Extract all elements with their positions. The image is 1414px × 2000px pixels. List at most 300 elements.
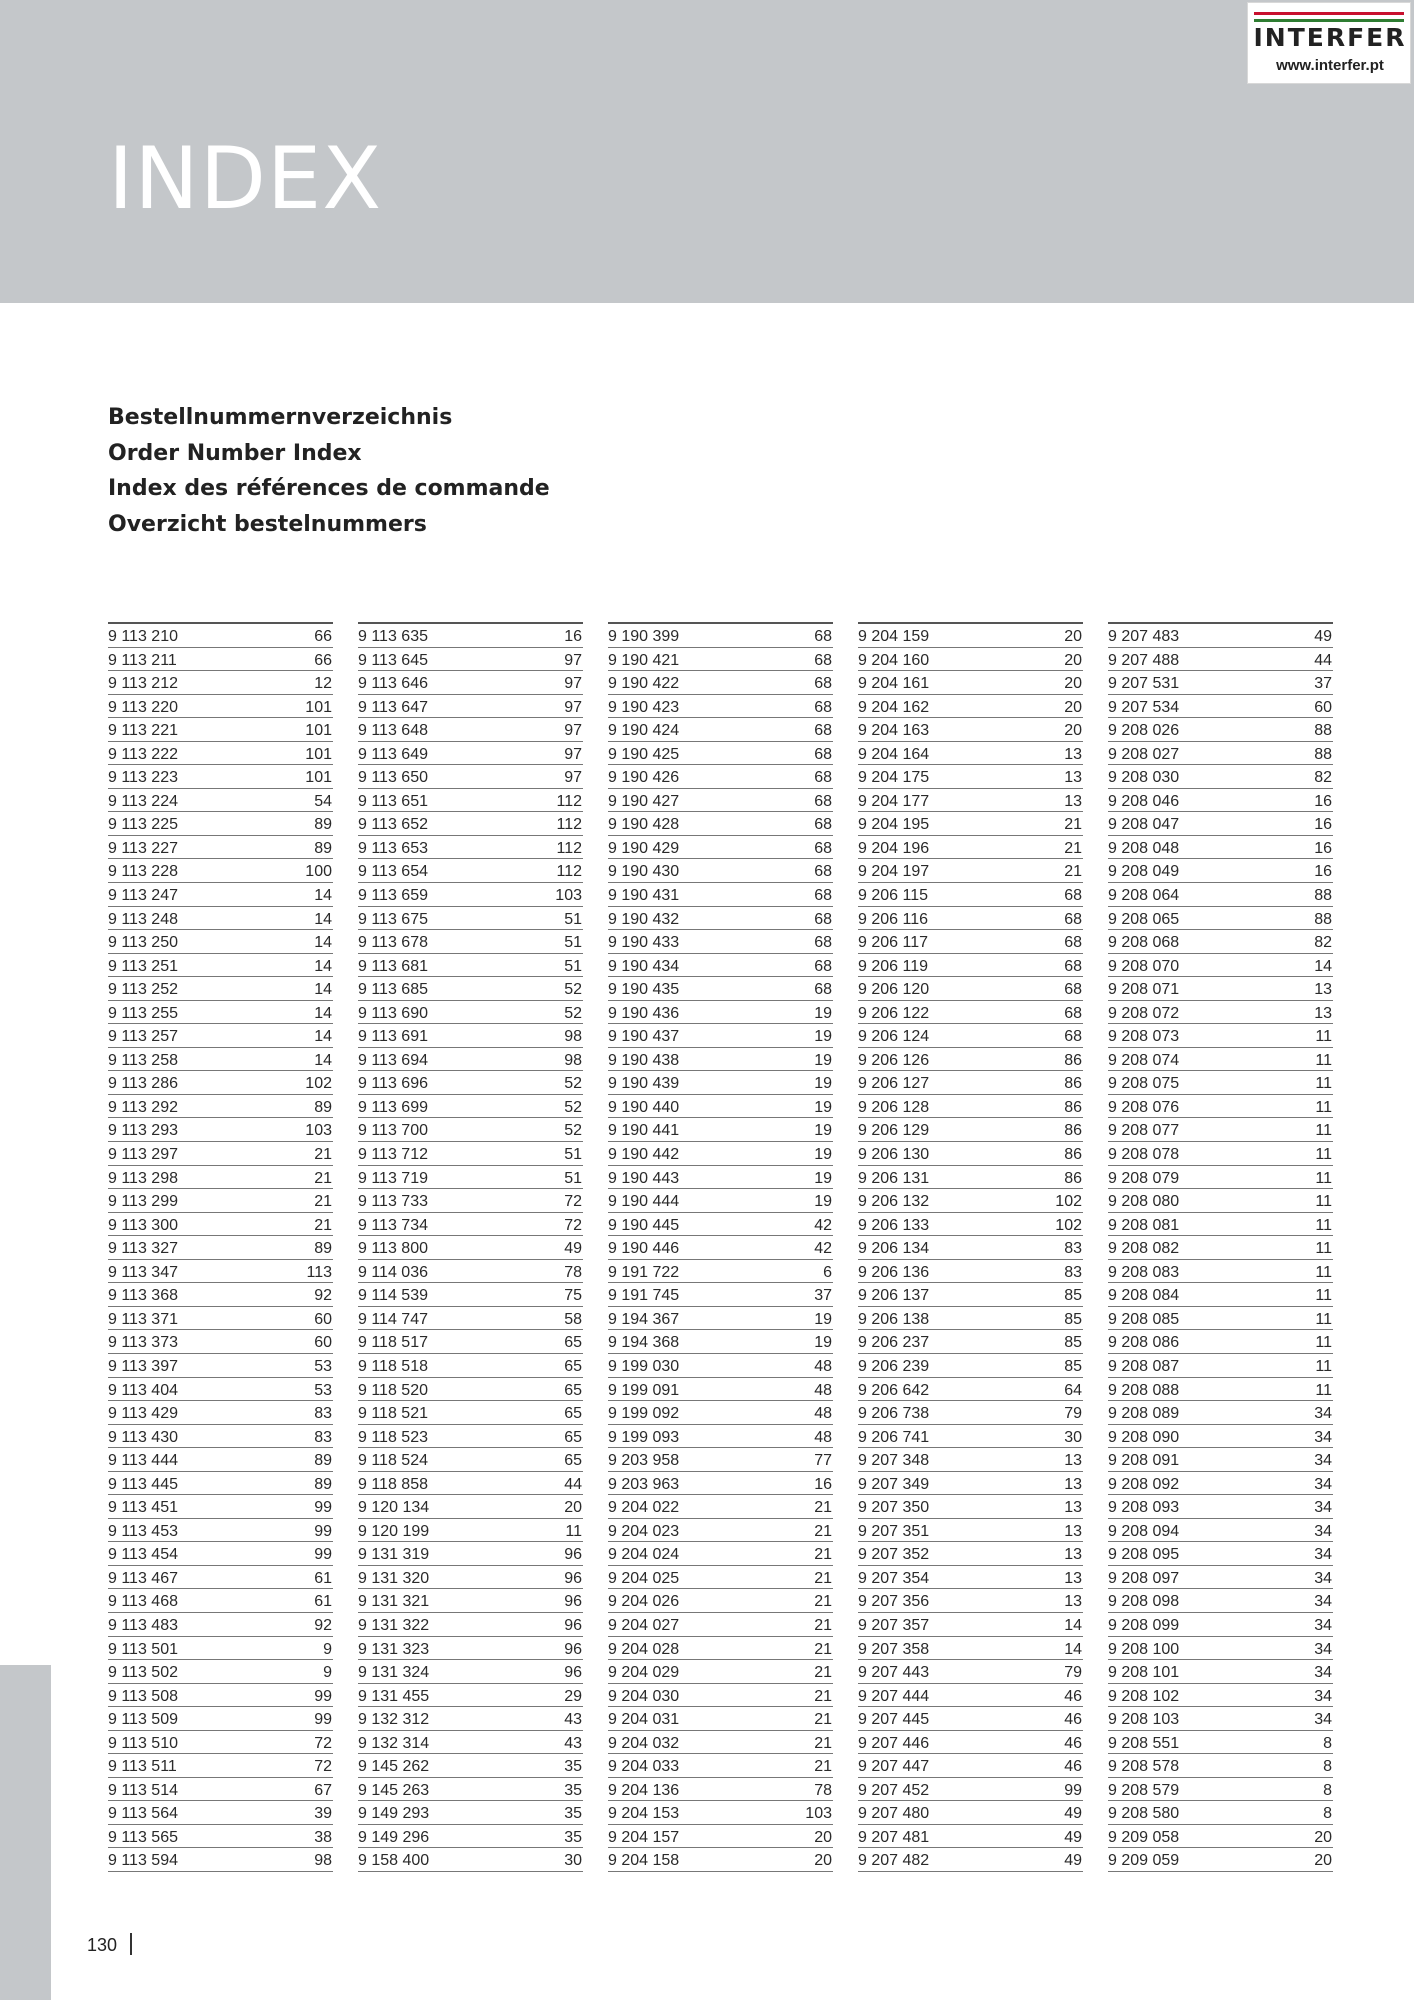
table-row — [358, 1754, 583, 1778]
order-number: 9 208 027 — [1108, 745, 1180, 763]
table-row — [1108, 1260, 1333, 1284]
order-number: 9 113 371 — [108, 1310, 178, 1328]
page-reference: 52 — [564, 1098, 582, 1116]
table-row — [1108, 1189, 1333, 1213]
table-row — [1108, 742, 1333, 766]
page-reference: 13 — [1064, 1569, 1082, 1587]
order-number: 9 204 158 — [608, 1852, 680, 1870]
table-row — [108, 1354, 333, 1378]
page-reference: 21 — [1064, 816, 1082, 834]
order-number: 9 113 223 — [108, 769, 178, 787]
order-number: 9 206 132 — [858, 1193, 930, 1211]
page-reference: 82 — [1314, 934, 1332, 952]
table-row — [858, 1425, 1083, 1449]
order-number: 9 131 455 — [358, 1687, 430, 1705]
table-row — [108, 1448, 333, 1472]
order-number: 9 206 130 — [858, 1146, 930, 1164]
order-number: 9 208 099 — [1108, 1616, 1180, 1634]
table-row — [358, 1166, 583, 1190]
page-reference: 14 — [314, 957, 332, 975]
page-reference: 43 — [564, 1734, 582, 1752]
page-reference: 83 — [314, 1428, 332, 1446]
order-number: 9 113 299 — [108, 1193, 178, 1211]
subtitle-de: Bestellnummernverzeichnis — [108, 405, 453, 430]
order-number: 9 131 323 — [358, 1640, 430, 1658]
page-reference: 98 — [314, 1852, 332, 1870]
order-number: 9 113 509 — [108, 1711, 178, 1729]
table-row — [358, 1425, 583, 1449]
page-reference: 68 — [1064, 887, 1082, 905]
page-reference: 34 — [1314, 1616, 1332, 1634]
table-row — [1108, 1637, 1333, 1661]
page-reference: 88 — [1314, 722, 1332, 740]
page-reference: 19 — [814, 1028, 832, 1046]
table-row — [858, 859, 1083, 883]
order-number: 9 207 445 — [858, 1711, 930, 1729]
page-reference: 51 — [564, 910, 582, 928]
order-number: 9 204 160 — [858, 651, 930, 669]
table-row — [358, 954, 583, 978]
table-row — [858, 1048, 1083, 1072]
page-reference: 66 — [314, 628, 332, 645]
table-row — [358, 1118, 583, 1142]
order-number: 9 206 137 — [858, 1287, 930, 1305]
order-number: 9 191 745 — [608, 1287, 680, 1305]
table-row — [358, 859, 583, 883]
page-reference: 100 — [305, 863, 332, 881]
page-reference: 11 — [1315, 1075, 1332, 1093]
order-number: 9 204 153 — [608, 1805, 680, 1823]
page-reference: 13 — [1064, 1475, 1082, 1493]
order-number: 9 113 228 — [108, 863, 178, 881]
page-reference: 21 — [814, 1569, 832, 1587]
page-title: INDEX — [108, 129, 383, 229]
order-number: 9 190 436 — [608, 1004, 680, 1022]
order-number: 9 113 678 — [358, 934, 428, 952]
table-row — [1108, 812, 1333, 836]
order-number: 9 158 400 — [358, 1852, 430, 1870]
page-reference: 89 — [314, 1452, 332, 1470]
order-number: 9 204 022 — [608, 1499, 680, 1517]
page-reference: 51 — [564, 1146, 582, 1164]
order-number: 9 207 481 — [858, 1828, 930, 1846]
table-row — [608, 1448, 833, 1472]
page-reference: 16 — [1314, 839, 1332, 857]
order-number: 9 113 699 — [358, 1098, 428, 1116]
order-number: 9 207 444 — [858, 1687, 930, 1705]
order-number: 9 204 027 — [608, 1616, 680, 1634]
table-row — [858, 1731, 1083, 1755]
page-reference: 65 — [564, 1452, 582, 1470]
table-row — [1108, 1118, 1333, 1142]
page-reference: 11 — [1315, 1146, 1332, 1164]
order-number: 9 113 429 — [108, 1405, 178, 1423]
order-number: 9 204 196 — [858, 839, 930, 857]
order-number: 9 207 354 — [858, 1569, 930, 1587]
order-number: 9 113 373 — [108, 1334, 178, 1352]
page-reference: 97 — [564, 698, 582, 716]
page-reference: 96 — [564, 1593, 582, 1611]
order-number: 9 113 691 — [358, 1028, 428, 1046]
table-row — [608, 1801, 833, 1825]
order-number: 9 113 347 — [108, 1263, 178, 1281]
order-number: 9 113 690 — [358, 1004, 428, 1022]
table-row — [358, 1354, 583, 1378]
page-reference: 68 — [814, 981, 832, 999]
page-reference: 88 — [1314, 910, 1332, 928]
order-number: 9 118 520 — [358, 1381, 428, 1399]
page-reference: 39 — [314, 1805, 332, 1823]
table-row — [358, 1519, 583, 1543]
table-row — [858, 1166, 1083, 1190]
page-reference: 20 — [1314, 1828, 1332, 1846]
order-number: 9 145 263 — [358, 1781, 430, 1799]
table-row — [108, 1566, 333, 1590]
table-row — [358, 1307, 583, 1331]
order-number: 9 113 653 — [358, 839, 428, 857]
page-reference: 11 — [1315, 1028, 1332, 1046]
page-reference: 19 — [814, 1146, 832, 1164]
page-reference: 19 — [814, 1169, 832, 1187]
table-row — [108, 977, 333, 1001]
table-row — [858, 930, 1083, 954]
order-number: 9 208 091 — [1108, 1452, 1180, 1470]
order-number: 9 190 424 — [608, 722, 680, 740]
table-row — [858, 977, 1083, 1001]
table-row — [358, 1778, 583, 1802]
table-row — [1108, 1589, 1333, 1613]
table-row — [608, 1024, 833, 1048]
order-number: 9 199 092 — [608, 1405, 680, 1423]
table-row — [108, 1495, 333, 1519]
table-row — [858, 1778, 1083, 1802]
table-row — [358, 1095, 583, 1119]
page-reference: 58 — [564, 1310, 582, 1328]
order-number: 9 199 093 — [608, 1428, 680, 1446]
page-reference: 99 — [1064, 1781, 1082, 1799]
order-number: 9 206 129 — [858, 1122, 930, 1140]
table-row — [108, 1260, 333, 1284]
table-row — [108, 1778, 333, 1802]
table-row — [1108, 1754, 1333, 1778]
page-reference: 99 — [314, 1687, 332, 1705]
page-reference: 12 — [314, 675, 332, 693]
table-row — [608, 907, 833, 931]
page-reference: 68 — [1064, 934, 1082, 952]
page-reference: 44 — [564, 1475, 582, 1493]
order-number: 9 206 741 — [858, 1428, 930, 1446]
order-number: 9 204 026 — [608, 1593, 680, 1611]
page-reference: 68 — [814, 934, 832, 952]
page-reference: 34 — [1314, 1664, 1332, 1682]
page-reference: 14 — [314, 1004, 332, 1022]
table-row — [108, 1095, 333, 1119]
page-reference: 53 — [314, 1381, 332, 1399]
page-reference: 21 — [814, 1616, 832, 1634]
table-row — [108, 836, 333, 860]
table-row — [358, 1401, 583, 1425]
page-reference: 60 — [314, 1334, 332, 1352]
page-reference: 75 — [564, 1287, 582, 1305]
order-number: 9 206 133 — [858, 1216, 930, 1234]
table-row — [358, 883, 583, 907]
table-row — [108, 1684, 333, 1708]
page-reference: 37 — [1314, 675, 1332, 693]
page-reference: 97 — [564, 675, 582, 693]
order-number: 9 203 963 — [608, 1475, 680, 1493]
table-row — [1108, 954, 1333, 978]
table-row — [858, 648, 1083, 672]
table-row — [608, 1472, 833, 1496]
table-row — [108, 1472, 333, 1496]
order-number: 9 190 444 — [608, 1193, 680, 1211]
table-row — [1108, 1472, 1333, 1496]
table-row — [1108, 1048, 1333, 1072]
order-number: 9 206 117 — [858, 934, 928, 952]
order-number: 9 208 047 — [1108, 816, 1180, 834]
logo-url[interactable]: www.interfer.pt — [1276, 57, 1384, 74]
page-reference: 46 — [1064, 1734, 1082, 1752]
order-number: 9 204 162 — [858, 698, 930, 716]
page-reference: 53 — [314, 1357, 332, 1375]
table-row — [608, 812, 833, 836]
table-row — [1108, 1448, 1333, 1472]
order-number: 9 208 087 — [1108, 1357, 1180, 1375]
index-column-1 — [108, 622, 333, 1872]
page-reference: 49 — [1064, 1828, 1082, 1846]
page-reference: 89 — [314, 816, 332, 834]
page-reference: 20 — [1064, 651, 1082, 669]
table-row — [358, 930, 583, 954]
page-reference: 34 — [1314, 1522, 1332, 1540]
table-row — [358, 1848, 583, 1872]
page-reference: 11 — [1315, 1169, 1332, 1187]
page-reference: 16 — [1314, 792, 1332, 810]
page-reference: 78 — [814, 1781, 832, 1799]
page-reference: 85 — [1064, 1287, 1082, 1305]
table-row — [858, 1495, 1083, 1519]
page-reference: 68 — [814, 957, 832, 975]
table-row — [108, 1142, 333, 1166]
order-number: 9 204 033 — [608, 1758, 680, 1776]
order-number: 9 113 719 — [358, 1169, 428, 1187]
page-reference: 83 — [1064, 1263, 1082, 1281]
order-number: 9 208 081 — [1108, 1216, 1180, 1234]
order-number: 9 206 138 — [858, 1310, 930, 1328]
order-number: 9 113 222 — [108, 745, 178, 763]
order-number: 9 207 534 — [1108, 698, 1180, 716]
page-reference: 46 — [1064, 1687, 1082, 1705]
page-reference: 11 — [1315, 1357, 1332, 1375]
table-row — [108, 671, 333, 695]
page-reference: 8 — [1323, 1758, 1332, 1776]
page-reference: 35 — [564, 1758, 582, 1776]
order-number: 9 113 659 — [358, 887, 428, 905]
order-number: 9 207 357 — [858, 1616, 930, 1634]
order-number: 9 207 452 — [858, 1781, 930, 1799]
page-reference: 21 — [814, 1593, 832, 1611]
page-reference: 83 — [1064, 1240, 1082, 1258]
page-reference: 21 — [814, 1499, 832, 1517]
table-row — [358, 1378, 583, 1402]
order-number: 9 204 024 — [608, 1546, 680, 1564]
table-row — [858, 1637, 1083, 1661]
page-reference: 77 — [814, 1452, 832, 1470]
page-reference: 34 — [1314, 1428, 1332, 1446]
order-number: 9 131 324 — [358, 1664, 430, 1682]
page-reference: 52 — [564, 1004, 582, 1022]
page-reference: 19 — [814, 1075, 832, 1093]
table-row — [1108, 1024, 1333, 1048]
page-reference: 68 — [1064, 1004, 1082, 1022]
page-reference: 19 — [814, 1051, 832, 1069]
page-reference: 11 — [1315, 1310, 1332, 1328]
page-reference: 97 — [564, 651, 582, 669]
page-reference: 103 — [305, 1122, 332, 1140]
table-row — [1108, 765, 1333, 789]
table-row — [108, 1378, 333, 1402]
page-reference: 89 — [314, 1098, 332, 1116]
table-row — [608, 1095, 833, 1119]
table-row — [108, 1213, 333, 1237]
order-number: 9 132 312 — [358, 1711, 430, 1729]
table-row — [1108, 977, 1333, 1001]
order-number: 9 113 252 — [108, 981, 178, 999]
page-reference: 112 — [556, 839, 582, 857]
page-reference: 66 — [314, 651, 332, 669]
table-row — [608, 1848, 833, 1872]
page-reference: 96 — [564, 1546, 582, 1564]
order-number: 9 208 049 — [1108, 863, 1180, 881]
page-reference: 20 — [564, 1499, 582, 1517]
page-reference: 68 — [814, 910, 832, 928]
interfer-logo[interactable] — [1247, 2, 1411, 84]
table-row — [1108, 671, 1333, 695]
order-number: 9 190 399 — [608, 628, 680, 645]
page-reference: 68 — [814, 839, 832, 857]
table-row — [358, 648, 583, 672]
page-reference: 92 — [314, 1616, 332, 1634]
order-number: 9 190 423 — [608, 698, 680, 716]
table-row — [858, 1472, 1083, 1496]
page-reference: 49 — [1064, 1852, 1082, 1870]
order-number: 9 113 645 — [358, 651, 428, 669]
order-number: 9 113 649 — [358, 745, 428, 763]
table-row — [608, 1754, 833, 1778]
order-number: 9 206 134 — [858, 1240, 930, 1258]
table-row — [858, 1189, 1083, 1213]
page-reference: 68 — [814, 651, 832, 669]
order-number: 9 204 157 — [608, 1828, 680, 1846]
page-reference: 21 — [314, 1193, 332, 1211]
page-number-divider — [130, 1933, 132, 1955]
table-row — [108, 812, 333, 836]
page-reference: 43 — [564, 1711, 582, 1729]
page-reference: 68 — [1064, 981, 1082, 999]
order-number: 9 204 164 — [858, 745, 930, 763]
table-row — [1108, 1095, 1333, 1119]
order-number: 9 113 734 — [358, 1216, 428, 1234]
page-reference: 72 — [314, 1758, 332, 1776]
page-reference: 49 — [1064, 1805, 1082, 1823]
page-reference: 37 — [814, 1287, 832, 1305]
order-number: 9 206 131 — [858, 1169, 930, 1187]
table-row — [108, 1707, 333, 1731]
order-number: 9 113 647 — [358, 698, 428, 716]
index-column-3 — [608, 622, 833, 1872]
order-number: 9 118 523 — [358, 1428, 428, 1446]
order-number: 9 207 447 — [858, 1758, 930, 1776]
order-number: 9 113 300 — [108, 1216, 178, 1234]
table-row — [608, 1589, 833, 1613]
table-row — [358, 1001, 583, 1025]
order-number: 9 113 648 — [358, 722, 428, 740]
page-reference: 68 — [814, 722, 832, 740]
table-row — [1108, 1495, 1333, 1519]
order-number: 9 206 738 — [858, 1405, 930, 1423]
logo-red-stripe — [1254, 12, 1404, 15]
table-row — [358, 1566, 583, 1590]
page-reference: 11 — [1315, 1122, 1332, 1140]
order-number: 9 208 095 — [1108, 1546, 1180, 1564]
order-number: 9 208 097 — [1108, 1569, 1180, 1587]
page-reference: 34 — [1314, 1593, 1332, 1611]
page-reference: 46 — [1064, 1758, 1082, 1776]
table-row — [1108, 1378, 1333, 1402]
order-number: 9 204 177 — [858, 792, 930, 810]
order-number: 9 208 092 — [1108, 1475, 1180, 1493]
page-reference: 46 — [1064, 1711, 1082, 1729]
table-row — [1108, 883, 1333, 907]
page-reference: 101 — [305, 698, 332, 716]
table-row — [608, 1731, 833, 1755]
order-number: 9 113 293 — [108, 1122, 178, 1140]
table-row — [108, 1024, 333, 1048]
page-reference: 21 — [314, 1146, 332, 1164]
page-reference: 68 — [814, 698, 832, 716]
table-row — [108, 1048, 333, 1072]
page-number: 130 — [87, 1935, 118, 1955]
table-row — [608, 836, 833, 860]
order-number: 9 190 427 — [608, 792, 680, 810]
table-row — [108, 1118, 333, 1142]
page-reference: 20 — [1314, 1852, 1332, 1870]
page-reference: 72 — [564, 1216, 582, 1234]
page-reference: 65 — [564, 1357, 582, 1375]
table-row — [608, 1425, 833, 1449]
order-number: 9 208 030 — [1108, 769, 1180, 787]
page-reference: 54 — [314, 792, 332, 810]
table-row — [108, 1283, 333, 1307]
page-reference: 85 — [1064, 1357, 1082, 1375]
page-reference: 113 — [306, 1263, 332, 1281]
page-reference: 99 — [314, 1546, 332, 1564]
order-number: 9 208 082 — [1108, 1240, 1180, 1258]
table-row — [608, 859, 833, 883]
order-number: 9 208 551 — [1108, 1734, 1180, 1752]
order-number: 9 208 074 — [1108, 1051, 1180, 1069]
table-row — [858, 836, 1083, 860]
page-reference: 16 — [564, 628, 582, 645]
table-row — [608, 1260, 833, 1284]
order-number: 9 113 652 — [358, 816, 428, 834]
table-row — [108, 1848, 333, 1872]
order-number: 9 204 136 — [608, 1781, 680, 1799]
page-reference: 86 — [1064, 1122, 1082, 1140]
table-row — [358, 1801, 583, 1825]
order-number: 9 207 483 — [1108, 628, 1180, 645]
order-number: 9 207 488 — [1108, 651, 1180, 669]
